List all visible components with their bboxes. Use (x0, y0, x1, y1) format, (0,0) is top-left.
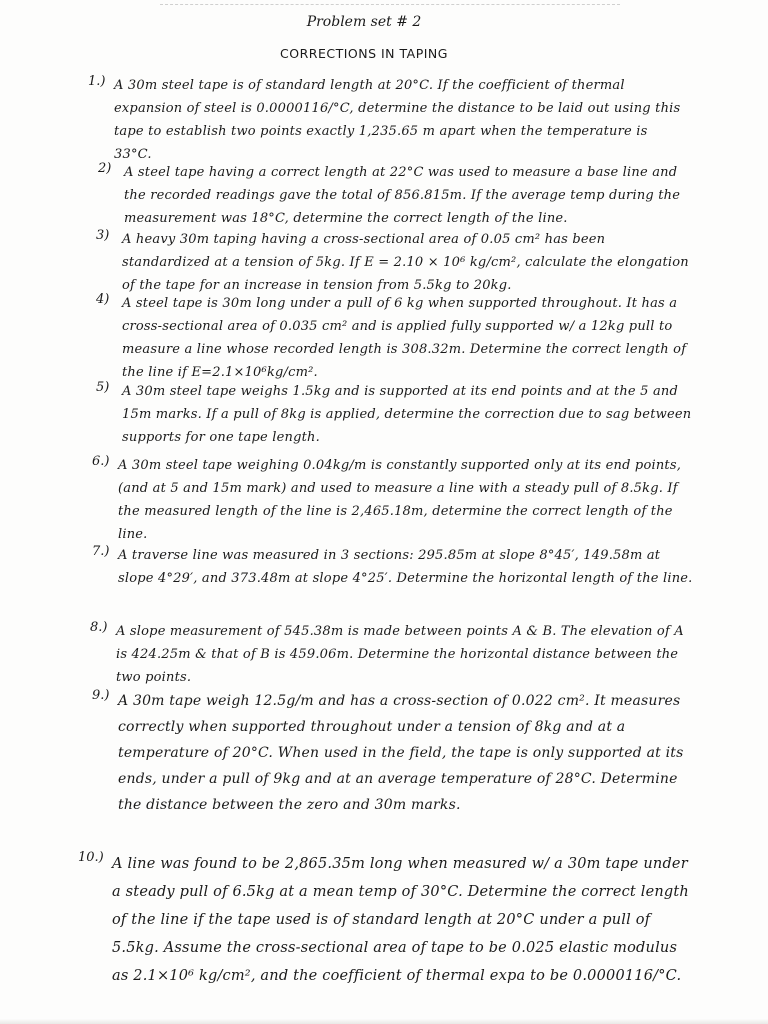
problem-number: 6.) (92, 454, 110, 469)
problem-text: A traverse line was measured in 3 sections: 295.85m at slope 8°45′, 149.58m at slope 4°29′, and 373.48m at slope 4°25′. Determine the horizontal length of the line. (118, 548, 693, 586)
problem-text: A 30m tape weigh 12.5g/m and has a cross-section of 0.022 cm². It measures correctly when supported throughout under a tension of 8kg and at a temperature of 20°C. When used in the field, the tape is only supported at its ends, under a pull of 9kg and at an average temperature of 28°C. Determine the distance between the zero and 30m marks. (118, 693, 684, 813)
problem-text: A steel tape is 30m long under a pull of 6 kg when supported throughout. It has a cross-sectional area of 0.035 cm² and is applied fully supported w/ a 12kg pull to measure a line whose recorded length is 308.32m. Determine the correct length of the line if E=2.1×10⁶kg/cm². (122, 296, 687, 380)
problem-text: A 30m steel tape weighs 1.5kg and is supported at its end points and at the 5 and 15m marks. If a pull of 8kg is applied, determine the correction due to sag between supports for one tape length. (122, 384, 692, 445)
problem-6 (92, 454, 694, 546)
problem-8 (90, 620, 694, 689)
problem-number: 8.) (90, 620, 108, 635)
problem-number: 1.) (88, 74, 106, 89)
problem-text: A 30m steel tape weighing 0.04kg/m is constantly supported only at its end points, (and at 5 and 15m mark) and used to measure a line with a steady pull of 8.5kg. If the measured length of the line is 2,465.18m, determine the correct length of the line. (118, 458, 682, 542)
problem-10 (78, 850, 690, 990)
problem-9 (92, 688, 692, 818)
problem-text: A heavy 30m taping having a cross-sectional area of 0.05 cm² has been standardized at a tension of 5kg. If E = 2.10 × 10⁶ kg/cm², calculate the elongation of the tape for an increase in tension from 5.5kg to 20kg. (122, 232, 689, 293)
worksheet-topic-title: CORRECTIONS IN TAPING (280, 46, 448, 61)
problem-7 (92, 544, 694, 590)
problem-4 (96, 292, 694, 384)
problem-number: 4) (96, 292, 110, 307)
problem-1 (88, 74, 688, 166)
problem-number: 7.) (92, 544, 110, 559)
problem-text: A line was found to be 2,865.35m long when measured w/ a 30m tape under a steady pull of 6.5kg at a mean temp of 30°C. Determine the correct length of the line if the tape used is of standard length at 20°C under a pull of 5.5kg. Assume the cross-sectional area of tape to be 0.025 elastic modulus as 2.1×10⁶ kg/cm², and the coefficient of thermal expa to be 0.0000116/°C. (112, 856, 689, 984)
problem-number: 3) (96, 228, 110, 243)
problem-number: 10.) (78, 850, 104, 865)
problem-set-title: Problem set # 2 (306, 14, 422, 30)
problem-5 (96, 380, 694, 449)
problem-2 (98, 161, 693, 230)
problem-text: A steel tape having a correct length at 22°C was used to measure a base line and the recorded readings gave the total of 856.815m. If the average temp during the measurement was 18°C, determine the correct length of the line. (124, 165, 681, 226)
page-bottom-edge (0, 1018, 768, 1024)
problem-3 (96, 228, 694, 297)
problem-text: A 30m steel tape is of standard length at 20°C. If the coefficient of thermal expansion of steel is 0.0000116/°C, determine the distance to be laid out using this tape to establish two points exactly 1,235.65 m apart when the temperature is 33°C. (114, 78, 681, 162)
problem-number: 2) (98, 161, 112, 176)
problem-number: 9.) (92, 688, 110, 703)
problem-number: 5) (96, 380, 110, 395)
problem-text: A slope measurement of 545.38m is made between points A & B. The elevation of A is 424.25m & that of B is 459.06m. Determine the horizontal distance between the two points. (116, 624, 684, 685)
